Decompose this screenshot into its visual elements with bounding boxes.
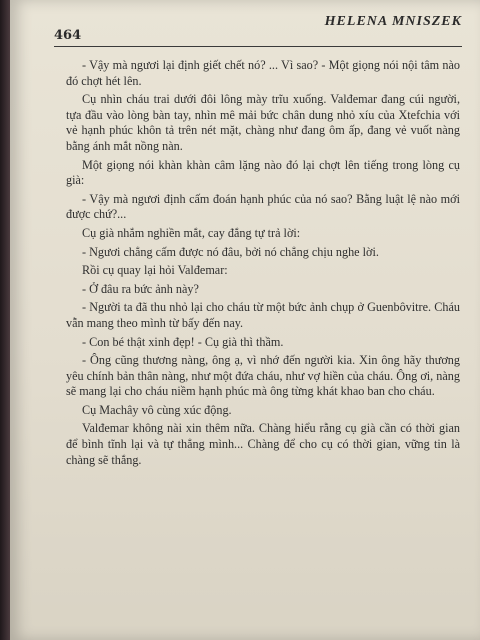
paragraph: Cụ nhìn cháu trai dưới đôi lông mày trĩu xuống. Valđemar đang cúi người, tựa đầu vào lòng bàn tay, nhìn mê mải bức chân dung nhỏ xíu của Xtefchia với vẻ hạnh phúc khôn tả trên nét mặt, chàng như đang ôm ấp, đang vẻ vuốt nàng bằng ánh mắt nồng nàn.	[66, 92, 460, 153]
paragraph: Valđemar không nài xin thêm nữa. Chàng hiểu rằng cụ già cần có thời gian để bình tĩnh lại và tự thẳng mình... Chàng để cho cụ có thời gian, vững tin là chàng sẽ thắng.	[66, 421, 460, 467]
paragraph: - Ở đâu ra bức ảnh này?	[82, 281, 199, 296]
paragraph: - Vậy mà ngươi lại định giết chết nó? ... Vì sao? - Một giọng nói nội tâm nào đó chợt hét lên.	[66, 58, 460, 88]
paragraph: - Người ta đã thu nhỏ lại cho cháu từ một bức ảnh chụp ở Guenbôvitre. Cháu vẫn mang theo mình từ bấy đến nay.	[66, 300, 460, 330]
page-number: 464	[54, 28, 82, 43]
body-text	[66, 58, 460, 471]
paragraph: Cụ già nhắm nghiền mắt, cay đắng tự trả lời:	[82, 225, 301, 240]
paragraph: Cụ Machây vô cùng xúc động.	[82, 402, 232, 417]
paragraph: Rồi cụ quay lại hỏi Valđemar:	[82, 263, 228, 278]
paragraph: - Ông cũng thương nàng, ông ạ, vì nhớ đến người kia. Xin ông hãy thương yêu chính bản thân nàng, như một đứa cháu, như vợ hiền của cháu. Ông ơi, nàng sẽ mang lại cho cháu niềm hạnh phúc mà ông từng khát khao ban cho cháu.	[66, 353, 460, 399]
paragraph: Một giọng nói khàn khàn câm lặng nào đó lại chợt lên tiếng trong lòng cụ già:	[66, 157, 460, 188]
running-head-author: HELENA MNISZEK	[324, 14, 462, 29]
book-spine-edge	[0, 0, 10, 640]
paragraph: - Ngươi chẳng cấm được nó đâu, bởi nó chẳng chịu nghe lời.	[82, 244, 379, 259]
page-header	[54, 14, 462, 47]
paragraph: - Vậy mà ngươi định cấm đoán hạnh phúc của nó sao? Bằng luật lệ nào mới được chứ?...	[66, 191, 460, 222]
paragraph: - Con bé thật xinh đẹp! - Cụ già thì thầm.	[82, 334, 284, 349]
